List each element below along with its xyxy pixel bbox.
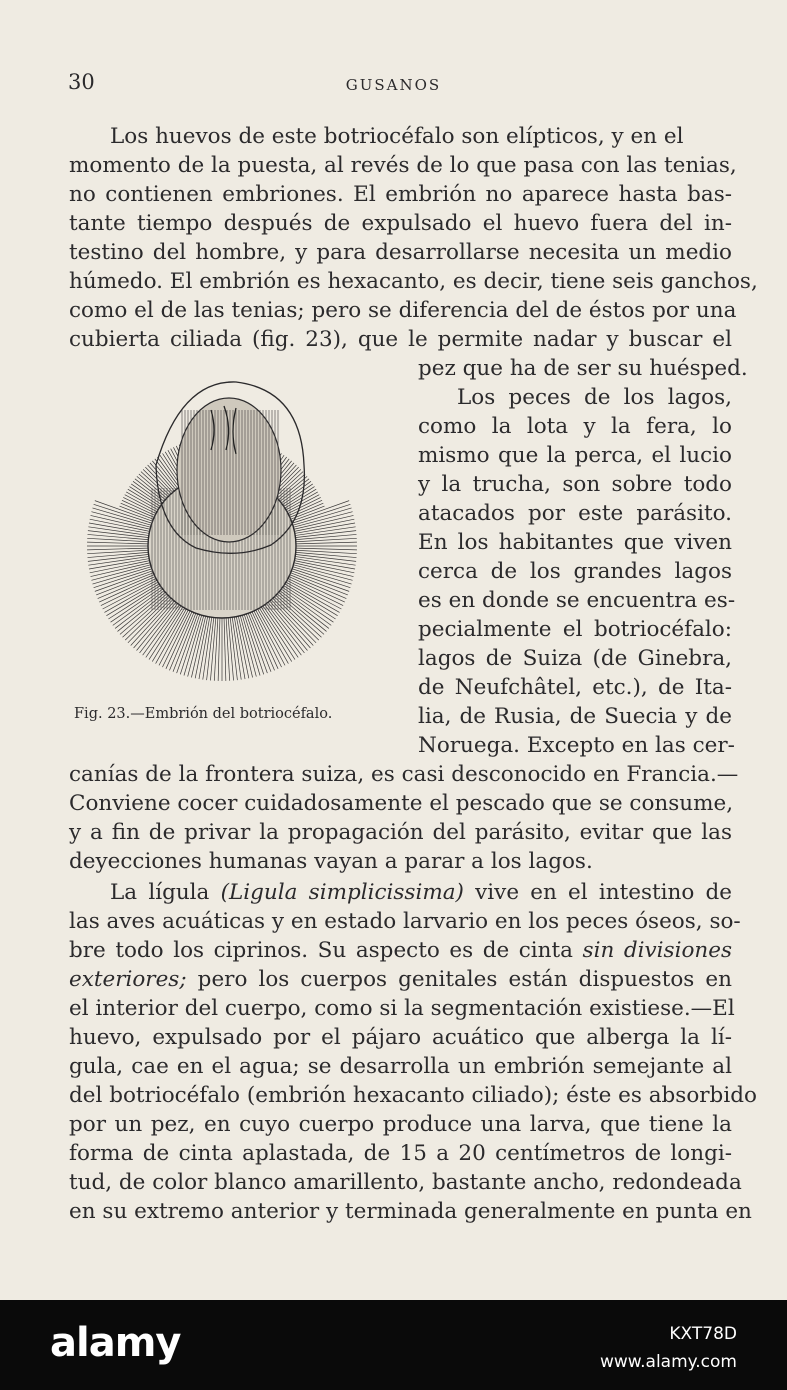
body-line: momento de la puesta, al revés de lo que pasa con las tenias, xyxy=(69,153,737,178)
body-line: gula, cae en el agua; se desarrolla un embrión semejante al xyxy=(69,1054,732,1079)
body-line: como el de las tenias; pero se diferencia del de éstos por una xyxy=(69,298,737,323)
figure-caption: Fig. 23.—Embrión del botriocéfalo. xyxy=(74,706,333,722)
body-line: por un pez, en cuyo cuerpo produce una larva, que tiene la xyxy=(69,1112,732,1137)
body-line: huevo, expulsado por el pájaro acuático que alberga la lí- xyxy=(69,1025,732,1050)
italic-species-name: (Ligula simplicissima) xyxy=(220,880,464,905)
body-line: en su extremo anterior y terminada generalmente en punta en xyxy=(69,1199,752,1224)
body-line: cerca de los grandes lagos xyxy=(418,559,732,584)
body-line: no contienen embriones. El embrión no aparece hasta bas- xyxy=(69,182,732,207)
body-line: tud, de color blanco amarillento, bastante ancho, redondeada xyxy=(69,1170,742,1195)
alamy-logo: alamy xyxy=(50,1320,181,1366)
body-line: Noruega. Excepto en las cer- xyxy=(418,733,735,758)
body-line: pecialmente el botriocéfalo: xyxy=(418,617,732,642)
body-line: lagos de Suiza (de Ginebra, xyxy=(418,646,732,671)
body-line: canías de la frontera suiza, es casi desconocido en Francia.— xyxy=(69,762,739,787)
body-line: forma de cinta aplastada, de 15 a 20 centímetros de longi- xyxy=(69,1141,732,1166)
body-line: como la lota y la fera, lo xyxy=(418,414,732,439)
italic-phrase: exteriores; xyxy=(69,967,187,992)
body-line: tante tiempo después de expulsado el huevo fuera del in- xyxy=(69,211,732,236)
body-line: exteriores; pero los cuerpos genitales están dispuestos en xyxy=(69,967,732,992)
image-code: KXT78D xyxy=(669,1324,737,1344)
body-line: Los peces de los lagos, xyxy=(457,385,732,410)
body-line: Los huevos de este botriocéfalo son elípticos, y en el xyxy=(110,124,684,149)
body-line: las aves acuáticas y en estado larvario en los peces óseos, so- xyxy=(69,909,741,934)
body-line: cubierta ciliada (fig. 23), que le permite nadar y buscar el xyxy=(69,327,732,352)
site-url[interactable]: www.alamy.com xyxy=(599,1352,737,1372)
running-title: GUSANOS xyxy=(345,76,442,94)
body-line: En los habitantes que viven xyxy=(418,530,732,555)
body-line: pez que ha de ser su huésped. xyxy=(418,356,748,381)
body-line: y la trucha, son sobre todo xyxy=(418,472,732,497)
watermark-footer xyxy=(0,1300,787,1390)
body-line: Conviene cocer cuidadosamente el pescado que se consume, xyxy=(69,791,734,816)
body-line: del botriocéfalo (embrión hexacanto ciliado); éste es absorbido xyxy=(69,1083,757,1108)
italic-phrase: sin divisiones xyxy=(582,938,732,963)
body-line: La lígula (Ligula simplicissima) vive en el intestino de xyxy=(110,880,732,905)
body-line: de Neufchâtel, etc.), de Ita- xyxy=(418,675,732,700)
page-number: 30 xyxy=(68,70,95,94)
body-line: húmedo. El embrión es hexacanto, es decir, tiene seis ganchos, xyxy=(69,269,758,294)
body-line: atacados por este parásito. xyxy=(418,501,732,526)
embryo-illustration xyxy=(86,370,362,696)
body-line: bre todo los ciprinos. Su aspecto es de cinta sin divisiones xyxy=(69,938,732,963)
body-line: testino del hombre, y para desarrollarse necesita un medio xyxy=(69,240,732,265)
body-line: deyecciones humanas vayan a parar a los lagos. xyxy=(69,849,593,874)
body-line: lia, de Rusia, de Suecia y de xyxy=(418,704,732,729)
body-line: mismo que la perca, el lucio xyxy=(418,443,732,468)
body-line: el interior del cuerpo, como si la segmentación existiese.—El xyxy=(69,996,735,1021)
body-line: y a fin de privar la propagación del parásito, evitar que las xyxy=(69,820,732,845)
body-line: es en donde se encuentra es- xyxy=(418,588,736,613)
